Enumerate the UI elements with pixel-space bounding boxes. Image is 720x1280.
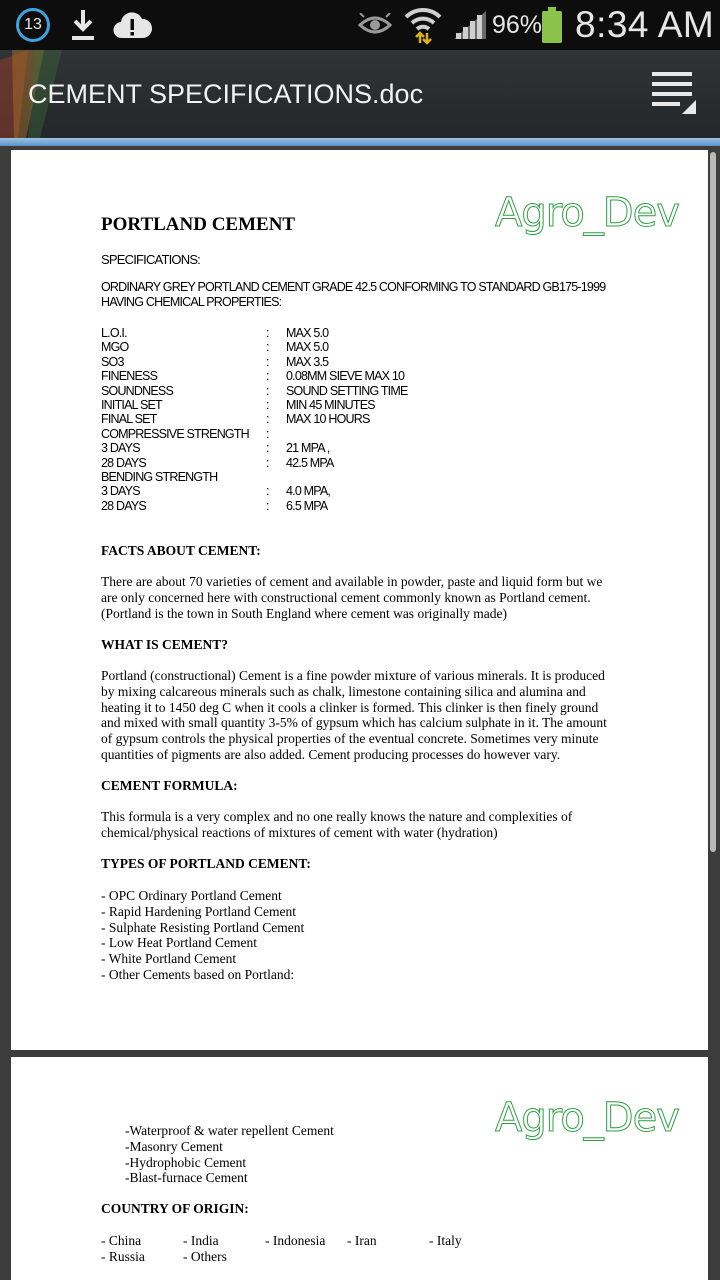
watermark: Agro_Dev [495, 190, 679, 236]
country-item: - Others [183, 1249, 227, 1264]
property-value: 21 MPA , [286, 441, 330, 456]
app-bar-accent-line [0, 138, 720, 146]
what-is-cement-heading: WHAT IS CEMENT? [101, 637, 229, 652]
property-separator: : [266, 383, 269, 398]
property-separator: : [266, 398, 269, 413]
property-name: FINENESS [101, 369, 158, 384]
property-name: BENDING STRENGTH [101, 470, 218, 485]
wifi-icon [404, 0, 442, 50]
document-viewer[interactable] [0, 146, 720, 1280]
property-row [101, 326, 408, 340]
property-value: 4.0 MPA, [286, 484, 331, 499]
property-name: SO3 [101, 354, 124, 369]
other-cement-item: -Blast-furnace Cement [125, 1170, 248, 1186]
battery-percentage: 96% [492, 10, 543, 39]
property-row [101, 398, 408, 412]
property-separator [266, 470, 286, 484]
property-separator: : [266, 340, 269, 355]
property-separator: : [266, 412, 269, 427]
property-row [101, 499, 408, 513]
app-bar [0, 50, 720, 138]
watermark: Agro_Dev [495, 1095, 679, 1141]
cement-type-item: - OPC Ordinary Portland Cement [101, 888, 282, 903]
property-separator: : [266, 369, 269, 384]
property-row [101, 441, 408, 455]
what-is-cement-paragraph: Portland (constructional) Cement is a fine powder mixture of various minerals. It is produced by mixing calcareous minerals such as chalk, limestone containing silica and alumina and heating it to 1450 deg C when it cools a clinker is formed. This clinker is then finely ground and mixed with small quantity 3-5% of gypsum which has calcium sulphate in it. The amount of gypsum controls the physical properties of the eventual concrete. Sometimes very minute quantities of pigments are also added. Cement producing processes do however vary. [101, 668, 607, 762]
types-list [101, 888, 304, 983]
menu-icon [648, 68, 700, 120]
property-separator: : [266, 455, 269, 470]
types-heading: TYPES OF PORTLAND CEMENT: [101, 856, 311, 871]
property-separator: : [266, 441, 269, 456]
property-row [101, 412, 408, 426]
property-name: 28 DAYS [101, 498, 146, 513]
country-item: - Iran [347, 1233, 377, 1248]
document-page-1 [11, 150, 708, 1050]
property-name: 3 DAYS [101, 484, 140, 499]
property-separator: : [266, 354, 269, 369]
property-separator: : [266, 426, 269, 441]
specifications-intro: ORDINARY GREY PORTLAND CEMENT GRADE 42.5 CONFORMING TO STANDARD GB175-1999 HAVING CHEMICAL PROPERTIES: [101, 280, 606, 309]
other-cement-item: -Masonry Cement [125, 1138, 223, 1154]
property-value: SOUND SETTING TIME [286, 383, 408, 398]
document-heading: PORTLAND CEMENT [101, 214, 296, 235]
country-item: - China [101, 1233, 142, 1248]
property-row [101, 427, 408, 441]
country-of-origin-heading: COUNTRY OF ORIGIN: [101, 1201, 249, 1216]
property-row [101, 456, 408, 470]
property-row [101, 384, 408, 398]
document-title: CEMENT SPECIFICATIONS.doc [28, 79, 424, 109]
facts-heading: FACTS ABOUT CEMENT: [101, 543, 261, 558]
property-name: FINAL SET [101, 412, 157, 427]
property-value: 0.08MM SIEVE MAX 10 [286, 369, 405, 384]
battery-icon [540, 0, 564, 50]
property-name: INITIAL SET [101, 398, 162, 413]
signal-strength-icon [452, 0, 488, 50]
property-row [101, 470, 408, 484]
notification-count: 13 [16, 8, 50, 42]
country-item: - Italy [429, 1233, 462, 1248]
property-name: L.O.I. [101, 326, 127, 340]
clock: 8:34 AM [575, 4, 715, 45]
property-value: MIN 45 MINUTES [286, 398, 375, 413]
menu-button[interactable] [648, 68, 700, 120]
status-bar [0, 0, 720, 50]
property-value: MAX 10 HOURS [286, 412, 370, 427]
cement-formula-paragraph: This formula is a very complex and no one really knows the nature and complexities of chemical/physical reactions of mixtures of cement with water (hydration) [101, 809, 573, 840]
property-name: 28 DAYS [101, 455, 146, 470]
property-row [101, 355, 408, 369]
property-value: MAX 3.5 [286, 354, 329, 369]
download-icon [70, 0, 96, 50]
property-name: COMPRESSIVE STRENGTH [101, 426, 249, 441]
property-separator: : [266, 326, 269, 340]
property-value [286, 470, 408, 484]
property-name: 3 DAYS [101, 441, 140, 456]
facts-paragraph: There are about 70 varieties of cement and available in powder, paste and liquid form but we are only concerned here with constructional cement commonly known as Portland cement. (Portland is the town in South England where cement was originally made) [101, 574, 603, 621]
chemical-properties-table [101, 326, 408, 513]
other-cement-item: -Waterproof & water repellent Cement [125, 1123, 334, 1138]
cloud-alert-icon [112, 0, 152, 50]
property-value: 42.5 MPA [286, 455, 334, 470]
cement-type-item: - Sulphate Resisting Portland Cement [101, 919, 305, 935]
smart-stay-eye-icon [358, 0, 392, 50]
cement-type-item: - Other Cements based on Portland: [101, 966, 295, 982]
property-separator: : [266, 498, 269, 513]
cement-type-item: - Rapid Hardening Portland Cement [101, 903, 296, 919]
document-page-2 [11, 1057, 708, 1280]
property-separator: : [266, 484, 269, 499]
other-cement-item: -Hydrophobic Cement [125, 1154, 247, 1170]
property-name: SOUNDNESS [101, 383, 173, 398]
notification-count-badge [16, 0, 50, 50]
cement-formula-heading: CEMENT FORMULA: [101, 778, 238, 793]
country-item: - India [183, 1233, 219, 1248]
property-value: 6.5 MPA [286, 498, 328, 513]
property-row [101, 340, 408, 354]
country-item: - Russia [101, 1249, 145, 1264]
property-value: MAX 5.0 [286, 340, 329, 355]
scrollbar[interactable] [710, 152, 716, 852]
cement-type-item: - Low Heat Portland Cement [101, 935, 257, 951]
property-row [101, 484, 408, 498]
property-row [101, 369, 408, 383]
specifications-label: SPECIFICATIONS: [101, 252, 200, 267]
property-value [286, 427, 408, 441]
property-name: MGO [101, 340, 129, 355]
cement-type-item: - White Portland Cement [101, 951, 237, 967]
country-item: - Indonesia [265, 1233, 326, 1248]
other-cements-list [125, 1123, 334, 1186]
property-value: MAX 5.0 [286, 326, 329, 340]
